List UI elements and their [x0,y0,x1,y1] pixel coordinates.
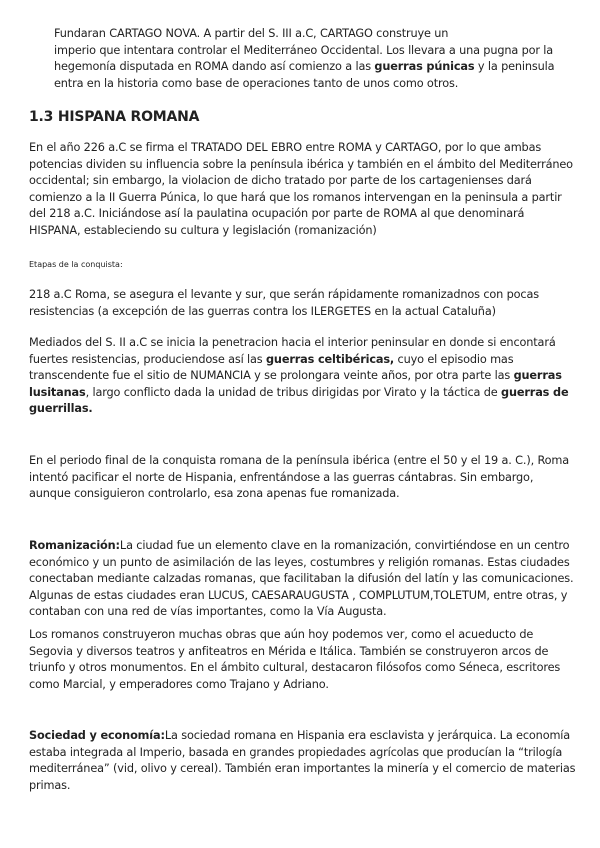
paragraph-romanizacion [29,538,573,621]
text-line: comienzo a la II Guerra Púnica, lo que hará que los romanos intervengan en la peninsula a partir [29,190,562,204]
bold-term-sociedad-economia: Sociedad y economía: [29,729,165,742]
text-line: imperio que intentara controlar el Mediterráneo Occidental. Los llevara a una pugna por la [54,43,554,57]
bold-term-guerras: guerras [513,369,562,383]
intro-paragraph [54,26,554,92]
text-line [29,728,575,745]
stages-caption: Etapas de la conquista: [29,260,123,269]
text-line: del 218 a.C. Iniciándose así la paulatina ocupación por parte de ROMA al que denominará [29,207,525,221]
text-line: conectaban mediante calzadas romanas, que facilitaban la difusión del latín y las comunicaciones. [29,572,574,586]
text-run: La ciudad fue un elemento clave en la romanización, convirtiéndose en un centro [119,539,570,552]
text-line: contaban con una red de vías importantes, como la Vía Augusta. [29,605,387,619]
text-run: cuyo el episodio mas [394,352,514,366]
text-run: hegemonía disputada en ROMA dando así comienzo a las [54,60,375,74]
bold-term-celtibericas: guerras celtibéricas, [265,352,395,366]
text-line: mediterránea” (vid, olivo y cereal). También eran importantes la minería y el comercio de materias [29,762,576,776]
text-run: fuertes resistencias, produciendose así las [29,352,266,366]
text-line: económico y un punto de asimilación de las leyes, costumbres y religión romanas. Estas ciudades [29,555,570,569]
text-line: potencias dividen su influencia sobre la península ibérica y también en el ámbito del Mediterráneo [29,157,573,171]
text-line: Algunas de estas ciudades eran LUCUS, CAESARAUGUSTA , COMPLUTUM,TOLETUM, entre otras, y [29,588,568,602]
text-line: entra en la historia como base de operaciones tanto de unos como otros. [54,76,459,90]
bold-term-romanizacion: Romanización: [29,539,120,552]
text-line: En el periodo final de la conquista romana de la península ibérica (entre el 50 y el 19 a. C.), Roma [29,454,570,467]
paragraph-sociedad-economia [29,728,575,794]
text-line: primas. [29,778,71,792]
text-line: aunque consiguieron controlarlo, esa zona apenas fue romanizada. [29,487,400,501]
text-line [29,352,568,369]
text-line: HISPANA, estableciendo su cultura y legislación (romanización) [29,223,377,237]
text-line: estaba integrada al Imperio, basada en grandes propiedades agrícolas que producían la “trilogía [29,745,563,759]
text-line: Los romanos construyeron muchas obras que aún hoy podemos ver, como el acueducto de [29,628,534,641]
text-line [54,59,554,76]
text-line: occidental; sin embargo, la violacion de dicho tratado por parte de los cartagenienses dará [29,174,532,188]
bold-term-guerras-punicas: guerras púnicas [374,60,475,74]
paragraph-siglo-ii [29,335,568,418]
paragraph-obras [29,627,560,693]
text-run: y la peninsula [474,60,555,74]
bold-term-lusitanas: lusitanas [29,385,86,399]
text-line: resistencias (a excepción de las guerras contra los ILERGETES en la actual Cataluña) [29,304,496,318]
paragraph-periodo-final [29,453,569,503]
paragraph-tratado-ebro [29,140,573,240]
text-line: En el año 226 a.C se firma el TRATADO DEL EBRO entre ROMA y CARTAGO, por lo que ambas [29,141,542,154]
text-line: Segovia y diversos teatros y anfiteatros en Mérida e Itálica. También se construyeron arcos de [29,644,549,658]
text-line [29,385,568,402]
text-line: Mediados del S. II a.C se inicia la penetracion hacia el interior peninsular en donde si encontará [29,336,556,349]
text-run: transcendente fue el sitio de NUMANCIA y se prolongara veinte años, por otra parte las [29,369,514,383]
bold-term-guerras-de: guerras de [501,385,569,399]
text-line: triunfo y otros monumentos. En el ámbito cultural, destacaron filósofos como Séneca, escritores [29,661,561,675]
text-line: intentó pacificar el norte de Hispania, enfrentándose a las guerras cántabras. Sin embargo, [29,470,534,484]
text-line [29,538,573,555]
paragraph-218 [29,287,539,320]
text-line: guerrillas. [29,402,93,416]
text-line: 218 a.C Roma, se asegura el levante y sur, que serán rápidamente romanizadnos con pocas [29,288,539,301]
text-line: como Marcial, y emperadores como Trajano y Adriano. [29,677,329,691]
text-line: Fundaran CARTAGO NOVA. A partir del S. III a.C, CARTAGO construye un [54,27,449,40]
text-run: , largo conflicto dada la unidad de tribus dirigidas por Virato y la táctica de [85,385,502,399]
section-heading: 1.3 HISPANA ROMANA [29,109,200,125]
text-run: La sociedad romana en Hispania era esclavista y jerárquica. La economía [164,729,571,742]
text-line [29,368,568,385]
